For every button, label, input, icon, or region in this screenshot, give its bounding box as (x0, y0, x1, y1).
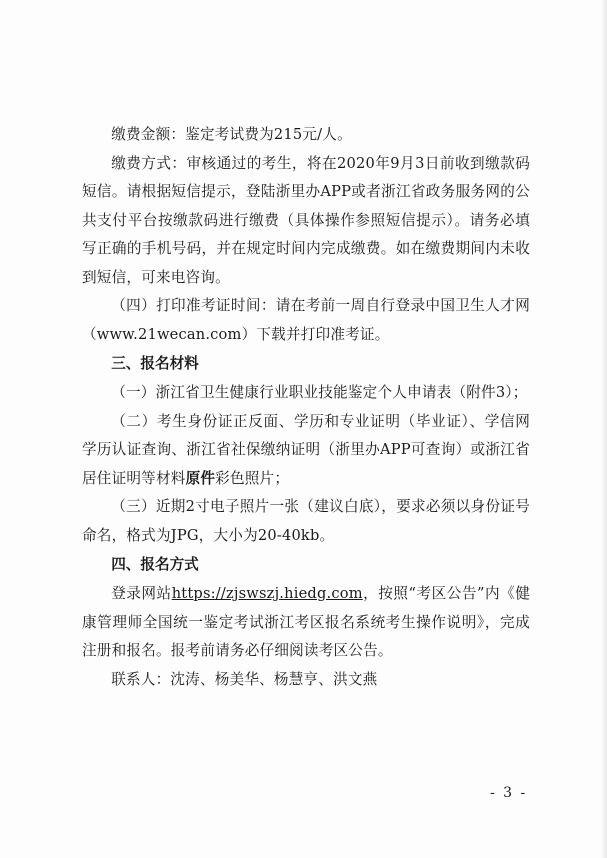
material-item-2-suffix: 彩色照片； (215, 469, 290, 487)
section-3-heading: 三、报名材料 (111, 355, 199, 372)
original-copy-emphasis: 原件 (185, 469, 216, 487)
document-body (82, 121, 530, 694)
material-item-1: （一）浙江省卫生健康行业职业技能鉴定个人申请表（附件3）； (111, 384, 528, 401)
scan-edge-shadow (601, 0, 607, 858)
registration-text-prefix: 登录网站 (111, 585, 172, 602)
material-item-3: （三）近期2寸电子照片一张（建议白底），要求必须以身份证号命名，格式为JPG，大小为20-40kb。 (82, 498, 530, 544)
page-number: - 3 - (490, 785, 528, 801)
material-item-2-text: （二）考生身份证正反面、学历和专业证明（毕业证）、学信网学历认证查询、浙江省社保缴纳证明（浙里办APP可查询）或浙江省居住证明等材料 (82, 412, 530, 487)
registration-link[interactable]: https://zjswszj.hiedg.com (171, 585, 363, 602)
fee-amount-paragraph: 缴费金额：鉴定考试费为215元/人。 (111, 126, 352, 143)
registration-text-suffix: ，按照“考区公告”内《健康管理师全国统一鉴定考试浙江考区报名系统考生操作说明》，完成注册和报名。报考前请务必仔细阅读考区公告。 (82, 585, 530, 659)
contacts-paragraph: 联系人：沈涛、杨美华、杨慧亨、洪文燕 (111, 670, 378, 688)
fee-method-paragraph: 缴费方式：审核通过的考生，将在2020年9月3日前收到缴款码短信。请根据短信提示，登陆浙里办APP或者浙江省政务服务网的公共支付平台按缴款码进行缴费（具体操作参照短信提示）。请务必填写正确的手机号码，并在规定时间内完成缴费。如在缴费期间内未收到短信，可来电咨询。 (82, 154, 530, 286)
print-ticket-paragraph: （四）打印准考证时间：请在考前一周自行登录中国卫生人才网（www.21wecan.com）下载并打印准考证。 (82, 297, 530, 343)
registration-paragraph (82, 580, 530, 666)
section-4-heading: 四、报名方式 (111, 556, 199, 573)
material-item-2 (82, 408, 530, 494)
